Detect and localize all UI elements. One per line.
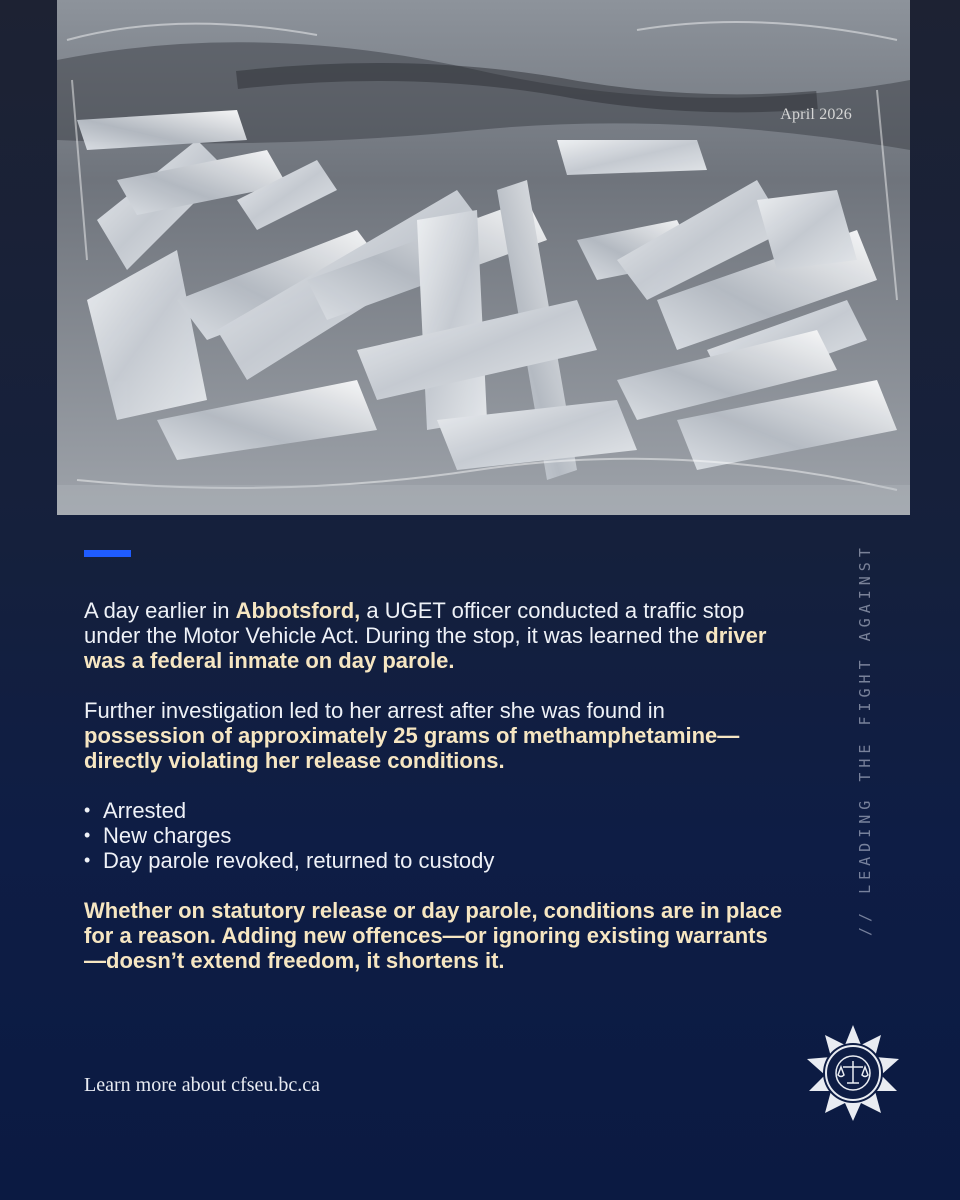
highlight-location: Abbotsford,: [235, 598, 361, 623]
paragraph-arrest: [84, 698, 784, 773]
crystal-bag-illustration: [57, 0, 910, 515]
accent-bar: [84, 550, 131, 557]
text: Further investigation led to her arrest after she was found in: [84, 698, 665, 723]
closing-statement: Whether on statutory release or day parole, conditions are in place for a reason. Adding new offences—or ignoring existing warrants—doesn’t extend freedom, it shortens it.: [84, 898, 783, 973]
highlight-driver-status: driver was a federal inmate on day parole.: [84, 623, 767, 673]
vertical-tagline: // LEADING THE FIGHT AGAINST: [856, 543, 874, 936]
evidence-photo: [57, 0, 910, 515]
post-date: April 2026: [780, 106, 852, 123]
outcome-list: [84, 798, 784, 873]
article-body: [84, 598, 784, 998]
list-item: • New charges: [84, 823, 784, 848]
list-item: • Arrested: [84, 798, 784, 823]
list-item: • Day parole revoked, returned to custody: [84, 848, 784, 873]
highlight-possession: possession of approximately 25 grams of methamphetamine—directly violating her release conditions.: [84, 723, 740, 773]
text: a UGET officer conducted a traffic stop under the Motor Vehicle Act. During the stop, it was learned the: [84, 598, 745, 648]
cfseu-badge-icon: [803, 1023, 903, 1123]
text: A day earlier in: [84, 598, 236, 623]
footer-link-text[interactable]: Learn more about cfseu.bc.ca: [84, 1074, 320, 1096]
paragraph-traffic-stop: [84, 598, 784, 673]
